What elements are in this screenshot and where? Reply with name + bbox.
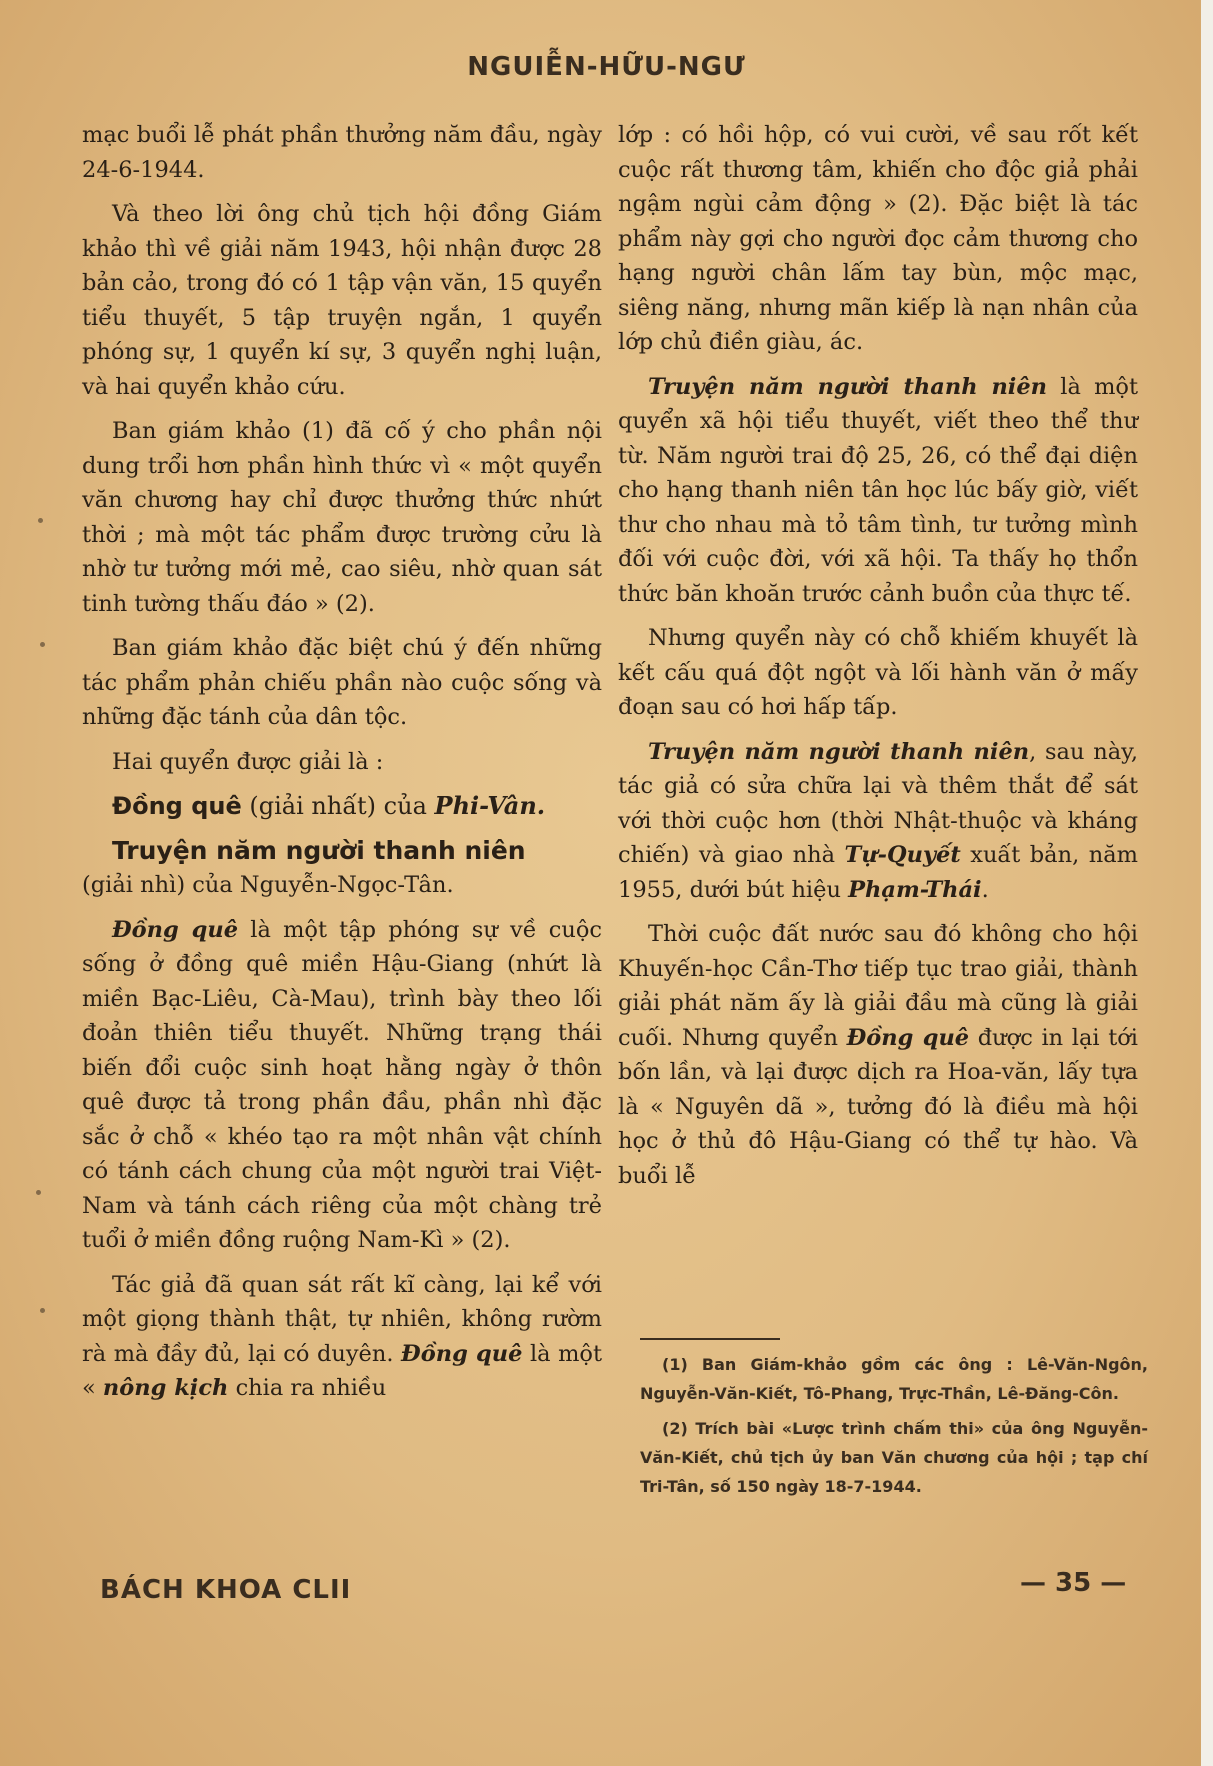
footnote-divider	[640, 1338, 780, 1340]
paragraph: Thời cuộc đất nước sau đó không cho hội Khuyến-học Cần-Thơ tiếp tục trao giải, thành giải phát năm ấy là giải đầu mà cũng là giải cuối. Nhưng quyển Đồng quê được in lại tới bốn lần, và lại được dịch ra Hoa-văn, lấy tựa là « Nguyên dã », tưởng đó là điều mà hội học ở thủ đô Hậu-Giang có thể tự hào. Và buổi lễ	[618, 921, 1138, 1189]
paragraph: Truyện năm người thanh niên, sau này, tác giả có sửa chữa lại và thêm thắt để sát với thời cuộc hơn (thời Nhật-thuộc và kháng chiến) và giao nhà Tự-Quyết xuất bản, năm 1955, dưới bút hiệu Phạm-Thái.	[618, 738, 1138, 903]
paragraph: Ban giám khảo đặc biệt chú ý đến những tác phẩm phản chiếu phần nào cuộc sống và những đặc tánh của dân tộc.	[82, 635, 602, 730]
paragraph: Ban giám khảo (1) đã cố ý cho phần nội dung trổi hơn phần hình thức vì « một quyển văn chương hay chỉ được thưởng thức nhứt thời ; mà một tác phẩm được trường cửu là nhờ tư tưởng mới mẻ, cao siêu, nhờ quan sát tinh tường thấu đáo » (2).	[82, 418, 602, 617]
award-second-detail: (giải nhì) của Nguyễn-Ngọc-Tân.	[82, 872, 454, 898]
award-first: Đồng quê (giải nhất) của Phi-Vân.	[112, 791, 546, 820]
paragraph: lớp : có hồi hộp, có vui cười, về sau rốt kết cuộc rất thương tâm, khiến cho độc giả phải ngậm ngùi cảm động » (2). Đặc biệt là tác phẩm này gợi cho người đọc cảm thương cho hạng người chân lấm tay bùn, mộc mạc, siêng năng, nhưng mãn kiếp là nạn nhân của lớp chủ điền giàu, ác.	[618, 122, 1138, 355]
scan-edge	[1201, 0, 1213, 1766]
magazine-footer: BÁCH KHOA CLII	[100, 1575, 352, 1605]
paragraph: Tác giả đã quan sát rất kĩ càng, lại kể với một giọng thành thật, tự nhiên, không rườm rà mà đầy đủ, lại có duyên. Đồng quê là một « nông kịch chia ra nhiều	[82, 1271, 602, 1401]
paragraph: Hai quyển được giải là :	[112, 748, 384, 775]
running-head: NGUIỄN-HỮU-NGƯ	[467, 52, 746, 82]
paragraph: mạc buổi lễ phát phần thưởng năm đầu, ngày 24-6-1944.	[82, 122, 602, 183]
scan-speck	[36, 1190, 41, 1195]
footnote-1: (1) Ban Giám-khảo gồm các ông : Lê-Văn-Ngôn, Nguyễn-Văn-Kiết, Tô-Phang, Trực-Thần, Lê-Đăng-Côn.	[640, 1355, 1148, 1403]
scan-speck	[40, 642, 45, 647]
award-author: Phi-Vân.	[434, 791, 546, 820]
award-second-title: Truyện năm người thanh niên	[112, 835, 526, 865]
left-column	[82, 118, 602, 1416]
footnotes	[640, 1350, 1148, 1507]
footnote-2: (2) Trích bài «Lược trình chấm thi» của ông Nguyễn-Văn-Kiết, chủ tịch ủy ban Văn chương của hội ; tạp chí Tri-Tân, số 150 ngày 18-7-1944.	[640, 1419, 1148, 1496]
paragraph: Và theo lời ông chủ tịch hội đồng Giám khảo thì về giải năm 1943, hội nhận được 28 bản cảo, trong đó có 1 tập vận văn, 15 quyển tiểu thuyết, 5 tập truyện ngắn, 1 quyển phóng sự, 1 quyển kí sự, 3 quyển nghị luận, và hai quyển khảo cứu.	[82, 201, 602, 400]
paragraph: Nhưng quyển này có chỗ khiếm khuyết là kết cấu quá đột ngột và lối hành văn ở mấy đoạn sau có hơi hấp tấp.	[618, 625, 1138, 720]
paragraph: Truyện năm người thanh niên là một quyển xã hội tiểu thuyết, viết theo thể thư từ. Năm người trai độ 25, 26, có thể đại diện cho hạng thanh niên tân học lúc bấy giờ, viết thư cho nhau mà tỏ tâm tình, tư tưởng mình đối với cuộc đời, với xã hội. Ta thấy họ thổn thức băn khoăn trước cảnh buồn của thực tế.	[618, 373, 1138, 607]
page-number: — 35 —	[1020, 1568, 1127, 1598]
paragraph: Đồng quê là một tập phóng sự về cuộc sống ở đồng quê miền Hậu-Giang (nhứt là miền Bạc-Liêu, Cà-Mau), trình bày theo lối đoản thiên tiểu thuyết. Những trạng thái biến đổi cuộc sinh hoạt hằng ngày ở thôn quê được tả trong phần đầu, phần nhì đặc sắc ở chỗ « khéo tạo ra một nhân vật chính có tánh cách chung của một người trai Việt-Nam và tánh cách riêng của một chàng trẻ tuổi ở miền đồng ruộng Nam-Kì » (2).	[82, 916, 602, 1253]
scan-speck	[38, 518, 43, 523]
right-column	[618, 118, 1138, 1203]
scan-speck	[40, 1308, 45, 1313]
award-title: Đồng quê	[112, 792, 242, 820]
